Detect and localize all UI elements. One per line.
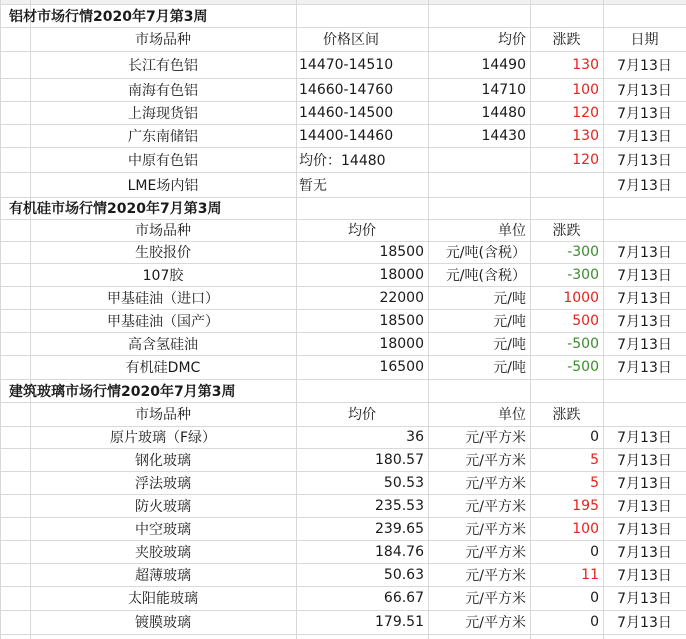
cell-average[interactable]: 14490 [481, 56, 526, 73]
cell-change[interactable]: 0 [590, 543, 599, 560]
cell-date[interactable]: 7月13日 [617, 498, 672, 515]
cell-date[interactable]: 7月13日 [617, 177, 672, 194]
cell-market-name[interactable]: 镀膜玻璃 [135, 615, 191, 631]
cell-date[interactable]: 7月13日 [617, 336, 672, 353]
cell-average[interactable]: 66.67 [383, 590, 424, 606]
cell-market-name[interactable]: 太阳能玻璃 [128, 591, 198, 607]
section-title-silicone[interactable]: 有机硅市场行情2020年7月第3周 [9, 201, 222, 217]
cell-date[interactable]: 7月13日 [617, 290, 672, 307]
cell-date[interactable]: 7月13日 [617, 544, 672, 561]
cell-price-range[interactable]: 14470-14510 [299, 56, 394, 73]
cell-average[interactable]: 50.53 [383, 474, 424, 491]
cell-market-name[interactable]: 中原有色铝 [128, 152, 198, 169]
cell-unit[interactable]: 元/平方米 [465, 615, 526, 631]
cell-change[interactable]: 5 [590, 474, 599, 491]
cell-market-name[interactable]: LME场内铝 [127, 177, 199, 194]
header-change[interactable]: 涨跌 [552, 32, 581, 48]
cell-unit[interactable]: 元/平方米 [465, 430, 526, 446]
cell-change[interactable]: 195 [572, 497, 599, 514]
cell-market-name[interactable]: 超薄玻璃 [135, 567, 191, 584]
cell-market-name[interactable]: 长江有色铝 [128, 57, 198, 74]
header-average[interactable]: 均价 [348, 223, 376, 239]
cell-change[interactable]: 130 [572, 127, 599, 144]
header-change[interactable]: 涨跌 [552, 407, 581, 423]
cell-change[interactable]: -500 [567, 335, 599, 352]
cell-market-name[interactable]: 甲基硅油（国产） [107, 313, 219, 330]
cell-market-name[interactable]: 上海现货铝 [128, 105, 198, 122]
header-row [0, 219, 686, 241]
cell-unit[interactable]: 元/吨 [493, 360, 526, 376]
header-average[interactable]: 均价 [498, 32, 526, 48]
cell-average[interactable]: 18500 [379, 312, 424, 329]
table-row [0, 517, 686, 540]
cell-unit[interactable]: 元/吨 [493, 290, 526, 307]
table-row [0, 494, 686, 517]
table-row [0, 448, 686, 471]
cell-change[interactable] [530, 172, 603, 197]
cell-average[interactable]: 36 [406, 429, 424, 445]
cell-change[interactable]: 500 [572, 312, 599, 329]
cell-date[interactable]: 7月13日 [617, 615, 672, 631]
cell-average[interactable]: 235.53 [375, 497, 424, 514]
cell-market-name[interactable]: 夹胶玻璃 [135, 544, 191, 561]
cell-change[interactable]: -300 [567, 266, 599, 283]
cell-price-range[interactable]: 14400-14460 [299, 127, 394, 144]
cell-market-name[interactable]: 广东南储铝 [128, 128, 198, 145]
cell-average[interactable]: 14480 [481, 104, 526, 121]
cell-unit[interactable]: 元/平方米 [465, 567, 526, 584]
cell-date[interactable]: 7月13日 [617, 245, 672, 261]
table-row [0, 471, 686, 494]
section-title-aluminum[interactable]: 铝材市场行情2020年7月第3周 [9, 8, 208, 25]
cell-change[interactable]: 0 [590, 429, 599, 445]
cell-date[interactable]: 7月13日 [617, 128, 672, 145]
header-market-variety[interactable]: 市场品种 [135, 223, 191, 239]
cell-average[interactable]: 18000 [379, 335, 424, 352]
section-title-row [0, 379, 686, 402]
cell-market-name[interactable]: 甲基硅油（进口） [107, 290, 219, 307]
cell-average[interactable]: 18000 [379, 266, 424, 283]
cell-change[interactable]: 120 [572, 151, 599, 168]
cell-average[interactable]: 14710 [481, 81, 526, 98]
cell-market-name[interactable]: 中空玻璃 [135, 521, 191, 538]
cell-average[interactable] [428, 172, 530, 197]
table-row [0, 426, 686, 448]
table-row [0, 309, 686, 332]
cell-price-range[interactable]: 14460-14500 [299, 104, 394, 121]
cell-date[interactable]: 7月13日 [617, 452, 672, 469]
table-row [0, 147, 686, 172]
cell-date[interactable]: 7月13日 [617, 475, 672, 492]
cell-market-name[interactable]: 防火玻璃 [135, 498, 191, 515]
cell-date[interactable]: 7月13日 [617, 521, 672, 538]
table-row [0, 610, 686, 634]
cell-unit[interactable]: 元/吨(含税） [445, 267, 526, 284]
cell-date[interactable]: 7月13日 [617, 267, 672, 284]
cell-average[interactable] [428, 147, 530, 172]
header-change[interactable]: 涨跌 [552, 223, 581, 239]
cell-unit[interactable]: 元/平方米 [465, 544, 526, 561]
cell-unit[interactable]: 元/平方米 [465, 498, 526, 515]
grid-row-line [0, 634, 686, 635]
cell-change[interactable]: 100 [572, 81, 599, 98]
cell-unit[interactable]: 元/平方米 [465, 475, 526, 492]
cell-change[interactable]: 100 [572, 520, 599, 537]
cell-market-name[interactable]: 高含氢硅油 [128, 336, 198, 353]
table-row [0, 241, 686, 263]
cell-date[interactable]: 7月13日 [617, 591, 672, 607]
header-unit[interactable]: 单位 [498, 223, 526, 239]
cell-date[interactable]: 7月13日 [617, 82, 672, 99]
cell-unit[interactable]: 元/平方米 [465, 591, 526, 607]
cell-average[interactable]: 179.51 [375, 614, 424, 630]
cell-date[interactable]: 7月13日 [617, 152, 672, 169]
table-row [0, 172, 686, 197]
cell-change[interactable]: 0 [590, 590, 599, 606]
table-row [0, 78, 686, 101]
cell-change[interactable]: 11 [581, 566, 599, 583]
cell-average[interactable]: 18500 [379, 244, 424, 260]
cell-date[interactable]: 7月13日 [617, 430, 672, 446]
cell-price-range[interactable]: 14660-14760 [299, 81, 394, 98]
cell-average[interactable]: 14430 [481, 127, 526, 144]
cell-date[interactable]: 7月13日 [617, 57, 672, 74]
header-market-variety[interactable]: 市场品种 [135, 32, 191, 48]
table-row [0, 51, 686, 78]
cell-average[interactable]: 180.57 [375, 451, 424, 468]
cell-change[interactable]: 130 [572, 56, 599, 73]
cell-unit[interactable]: 元/吨 [493, 313, 526, 330]
header-unit[interactable]: 单位 [498, 407, 526, 423]
header-row [0, 402, 686, 426]
cell-change[interactable]: 120 [572, 104, 599, 121]
cell-market-name[interactable]: 原片玻璃（F绿） [109, 430, 217, 446]
cell-change[interactable]: 0 [590, 614, 599, 630]
cell-average[interactable]: 22000 [379, 289, 424, 306]
cell-unit[interactable]: 元/吨(含税） [445, 245, 526, 261]
cell-change[interactable]: 1000 [563, 289, 599, 306]
header-market-variety[interactable]: 市场品种 [135, 407, 191, 423]
table-row [0, 101, 686, 124]
cell-average[interactable]: 16500 [379, 359, 424, 375]
header-date[interactable]: 日期 [630, 32, 659, 48]
cell-market-name[interactable]: 有机硅DMC [125, 360, 201, 376]
cell-date[interactable]: 7月13日 [617, 313, 672, 330]
cell-market-name[interactable]: 107胶 [142, 267, 184, 284]
cell-unit[interactable]: 元/吨 [493, 336, 526, 353]
cell-date[interactable]: 7月13日 [617, 567, 672, 584]
header-average[interactable]: 均价 [348, 407, 376, 423]
cell-unit[interactable]: 元/平方米 [465, 521, 526, 538]
cell-date[interactable]: 7月13日 [617, 360, 672, 376]
cell-unit[interactable]: 元/平方米 [465, 452, 526, 469]
cell-date[interactable]: 7月13日 [617, 105, 672, 122]
header-price-range[interactable]: 价格区间 [323, 32, 379, 48]
table-row [0, 286, 686, 309]
cell-average[interactable]: 239.65 [375, 520, 424, 537]
table-row [0, 540, 686, 563]
cell-market-name[interactable]: 钢化玻璃 [135, 452, 191, 469]
cell-average[interactable]: 50.63 [383, 566, 424, 583]
section-title-row [0, 197, 686, 219]
cell-price-range[interactable]: 均价：14480 [299, 152, 386, 169]
section-title-row [0, 4, 686, 27]
header-row [0, 27, 686, 51]
cell-change[interactable]: 5 [590, 451, 599, 468]
cell-market-name[interactable]: 生胶报价 [135, 245, 191, 261]
table-row [0, 355, 686, 379]
cell-price-range[interactable]: 暂无 [299, 177, 327, 194]
table-row [0, 563, 686, 586]
cell-change[interactable]: -300 [567, 244, 599, 260]
table-row [0, 586, 686, 610]
cell-market-name[interactable]: 南海有色铝 [128, 82, 198, 99]
section-title-glass[interactable]: 建筑玻璃市场行情2020年7月第3周 [9, 383, 236, 400]
table-row [0, 124, 686, 147]
table-row [0, 263, 686, 286]
cell-market-name[interactable]: 浮法玻璃 [135, 475, 191, 492]
cell-change[interactable]: -500 [567, 359, 599, 375]
cell-average[interactable]: 184.76 [375, 543, 424, 560]
table-row [0, 332, 686, 355]
